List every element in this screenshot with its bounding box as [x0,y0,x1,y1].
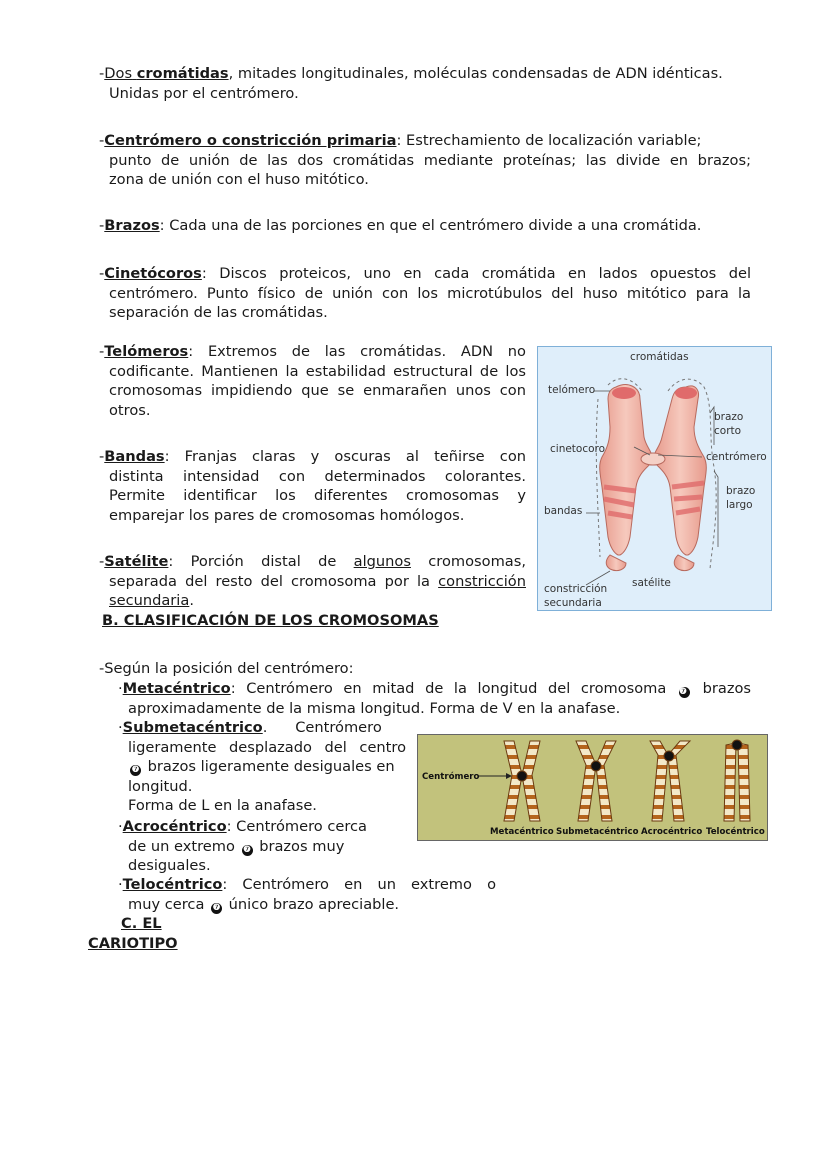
item-metacentrico: ·Metacéntrico: Centrómero en mitad de la longitud del cromosoma ❼ brazos aproximadamente de la misma longitud. Forma de V en la anafase. [118,680,752,717]
metacentric-chromosome [504,741,540,821]
chromatid-left [600,385,652,555]
para-cromatidas: -Dos cromátidas, mitades longitudinales, moléculas condensadas de ADN idénticas. Unidas por el centrómero. [99,65,723,102]
term-acrocentrico: Acrocéntrico [122,818,227,835]
term-telocentrico: Telocéntrico [122,876,223,893]
telomere-mark [612,387,636,399]
para-telomeros: -Telómeros: Extremos de las cromátidas. ADN no codificante. Mantienen la estabilidad estructural de los cromosomas impidiendo que se enmarañen unos con otros. [99,343,526,419]
bullet-icon: ❼ [679,687,690,698]
para-centromero: -Centrómero o constricción primaria: Estrechamiento de localización variable; punto de unión de las dos cromátidas mediante proteínas; las divide en brazos; zona de unión con el huso mitótico. [99,132,751,188]
chromosome-types-drawing [418,735,769,842]
clas-intro: -Según la posición del centrómero: [99,660,354,677]
bullet-icon: ❼ [243,844,252,855]
term-cinetocoros: Cinetócoros [104,265,202,282]
acrocentric-chromosome [650,741,690,821]
para-cinetocoros: -Cinetócoros: Discos proteicos, uno en cada cromátida en lados opuestos del centrómero. Punto físico de unión con los microtúbulos del huso mitótico para la separación de las cromátidas. [99,265,751,321]
term-centromero: Centrómero o constricción primaria [104,132,397,149]
chromatid-right [654,386,706,555]
term-submetacentrico: Submetacéntrico [122,719,263,736]
term-dos: Dos [104,65,133,82]
item-telocentrico: ·Telocéntrico: Centrómero en un extremo o muy cerca ❼ único brazo apreciable. [118,876,496,913]
heading-c2: CARIOTIPO [88,935,178,952]
item-acrocentrico: ·Acrocéntrico: Centrómero cerca de un extremo ❼ brazos muy desiguales. [118,818,368,874]
satellite-right [674,555,694,571]
submetacentric-chromosome [576,741,616,821]
para-brazos: -Brazos: Cada una de las porciones en que el centrómero divide a una cromátida. [99,217,702,234]
term-cromatidas: cromátidas [136,65,229,82]
term-bandas: Bandas [104,448,165,465]
satellite-left [606,555,626,571]
term-brazos: Brazos [104,217,160,234]
para-bandas: -Bandas: Franjas claras y oscuras al teñirse con distinta intensidad con determinados colorantes. Permite identificar los diferentes cromosomas y emparejar los pares de cromosomas homólogos. [99,448,526,524]
term-satelite: Satélite [104,553,169,570]
chromosome-diagram: cromátidas telómero brazo corto cinetocoro centrómero brazo largo bandas constricción secundaria satélite [537,346,772,611]
bullet-icon: ❼ [131,765,140,775]
bullet-icon: ❼ [212,902,221,913]
chromosome-types-figure: Centrómero Metacéntrico Submetacéntrico Acrocéntrico Telocéntrico [417,734,768,841]
para-satelite: -Satélite: Porción distal de algunos cromosomas, separada del resto del cromosoma por la constricción secundaria. [99,553,526,609]
heading-b: B. CLASIFICACIÓN DE LOS CROMOSOMAS [102,612,439,629]
term-metacentrico: Metacéntrico [122,680,231,697]
telomere-mark [675,387,697,399]
telocentric-chromosome [724,740,750,821]
item-submetacentrico: ·Submetacéntrico. Centrómero ligeramente desplazado del centro ❼ brazos ligeramente desiguales en longitud. Forma de L en la anafase. [118,719,406,814]
heading-c1: C. EL [121,915,162,932]
term-telomeros: Telómeros [104,343,189,360]
